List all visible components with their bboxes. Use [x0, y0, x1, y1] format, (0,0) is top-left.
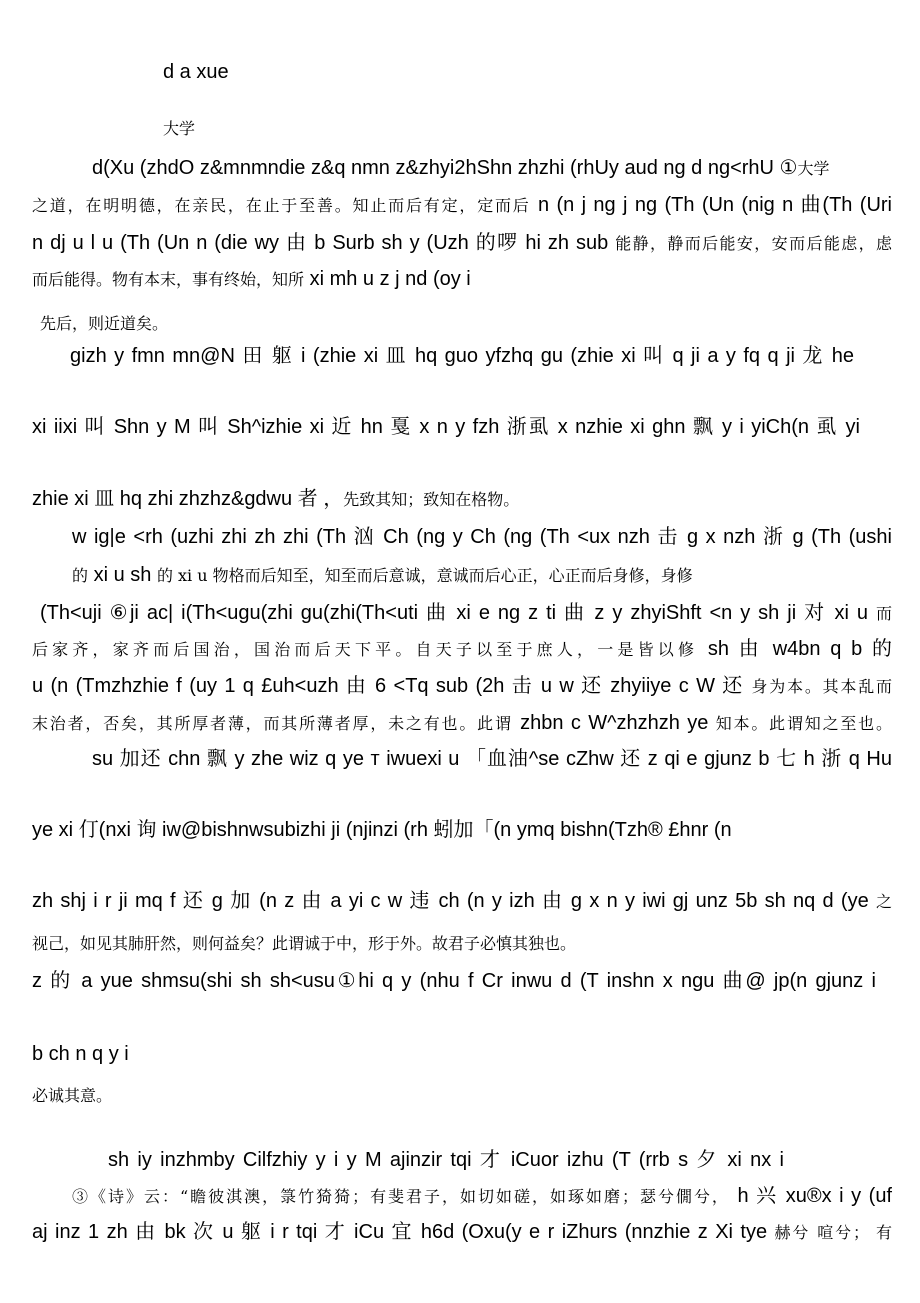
text-line: xi iixi 叫 Shn y M 叫 Sh^izhie xi 近 hn 戛 x n y fzh 浙虱 x nzhie xi ghn 飘 y i yiCh(n 虱 yi: [32, 416, 860, 438]
text-line: b ch n q y i: [32, 1043, 129, 1065]
text-line: d(Xu (zhdO z&mnmndie z&q nmn z&zhyi2hShn zhzhi (rhUy aud ng d ng<rhU ①大学: [92, 157, 830, 179]
title-chinese: 大学: [163, 119, 196, 138]
text-line: n dj u l u (Th (Un n (die wy 由 b Surb sh y (Uzh 的啰 hi zh sub 能静，静而后能安，安而后能虑，虑: [32, 232, 892, 254]
text-line: aj inz 1 zh 由 bk 次 u 躯 i r tqi 才 iCu 宜 h6d (Oxu(y e r iZhurs (nnzhie z Xi tye 赫兮 喧兮； 有: [32, 1221, 892, 1243]
text-line: 后家齐，家齐而后国治，国治而后天下平。自天子以至于庶人，一是皆以修 sh 由 w4bn q b 的: [32, 638, 892, 660]
text-line: zh shj i r ji mq f 还 g 加 (n z 由 a yi c w 违 ch (n y izh 由 g x n y iwi gj unz 5b sh nq d (ye 之: [32, 890, 892, 912]
text-line: 视己，如见其肺肝然，则何益矣？此谓诚于中，形于外。故君子必慎其独也。: [32, 934, 577, 953]
text-line: gizh y fmn mn@N 田 躯 i (zhie xi 皿 hq guo yfzhq gu (zhie xi 叫 q ji a y fq q ji 龙 he: [70, 345, 854, 367]
text-line: (Th<uji ⑥ji ac| i(Th<ugu(zhi gu(zhi(Th<uti 曲 xi e ng z ti 曲 z y zhyiShft <n y sh ji 对 xi u 而: [40, 602, 892, 624]
text-line: 先后，则近道矣。: [40, 314, 169, 333]
text-line: w ig|e <rh (uzhi zhi zh zhi (Th 汹 Ch (ng y Ch (ng (Th <ux nzh 击 g x nzh 浙 g (Th (ushi: [72, 526, 892, 548]
text-line: z 的 a yue shmsu(shi sh sh<usu①hi q y (nhu f Cr inwu d (T inshn x ngu 曲@ jp(n gjunz i: [32, 970, 876, 992]
text-line: ③《诗》云：“瞻彼淇澳，箓竹猗猗；有斐君子，如切如磋，如琢如磨；瑟兮僩兮， h 兴 xu®x i y (uf: [72, 1185, 892, 1207]
text-line: su 加还 chn 飘 y zhe wiz q ye ᴛ iwuexi u 「血油^se cZhw 还 z qi e gjunz b 七 h 浙 q Hu: [92, 748, 892, 770]
text-line: 之道，在明明德，在亲民，在止于至善。知止而后有定，定而后 n (n j ng j ng (Th (Un (nig n 曲(Th (Uri: [32, 194, 892, 216]
text-line: sh iy inzhmby Cilfzhiy y i y M ajinzir tqi 才 iCuor izhu (T (rrb s 夕 xi nx i: [108, 1149, 784, 1171]
text-line: 而后能得。物有本末，事有终始，知所 xi mh u z j nd (oy i: [32, 268, 471, 290]
text-line: ye xi 仃(nxi 询 iw@bishnwsubizhi ji (njinzi (rh 蚓加「(n ymq bishn(Tzh® £hnr (n: [32, 819, 732, 841]
title-pinyin: d a xue: [163, 61, 229, 83]
text-line: 的 xi u sh 的 xi u 物格而后知至，知至而后意诚，意诚而后心正，心正而后身修，身修: [72, 564, 693, 586]
text-line: zhie xi 皿 hq zhi zhzhz&gdwu 者 ，先致其知；致知在格物。: [32, 488, 520, 510]
text-line: 末治者，否矣，其所厚者薄，而其所薄者厚，未之有也。此谓 zhbn c W^zhzhzh ye 知本。此谓知之至也。: [32, 712, 892, 734]
text-line: 必诚其意。: [32, 1086, 113, 1105]
text-line: u (n (Tmzhzhie f (uy 1 q £uh<uzh 由 6 <Tq sub (2h 击 u w 还 zhyiiye c W 还 身为本。其本乱而: [32, 675, 892, 697]
